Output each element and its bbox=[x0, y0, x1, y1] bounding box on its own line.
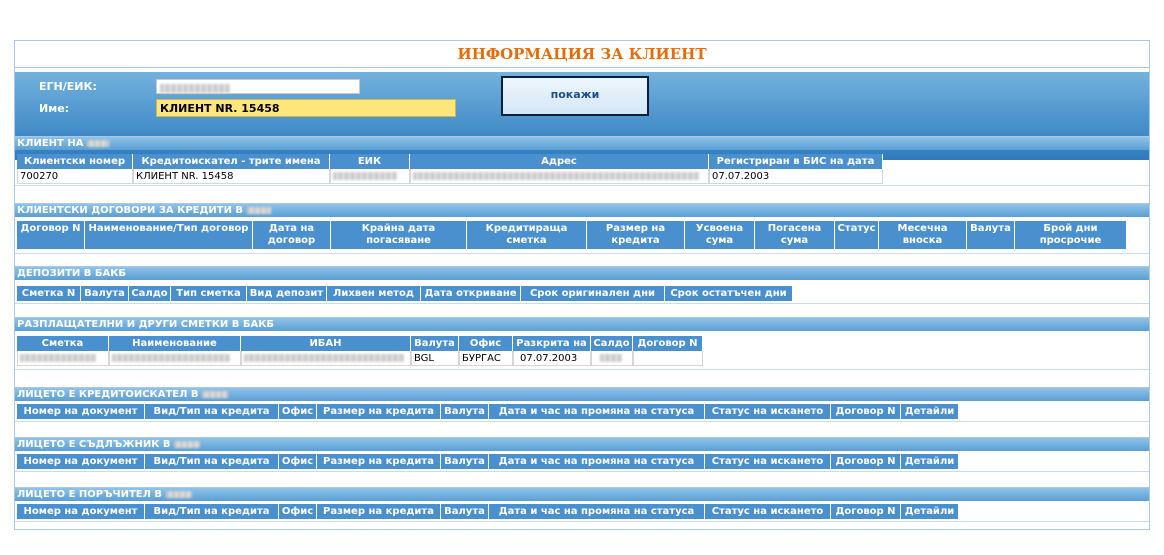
col-name: Наименование bbox=[109, 336, 241, 351]
col-office: Офис bbox=[279, 454, 317, 469]
redacted-account-name bbox=[112, 354, 230, 362]
col-absorbed-sum: Усвоена сума bbox=[685, 221, 755, 249]
deposits-table-header bbox=[17, 286, 793, 301]
col-contract-number: Договор N bbox=[17, 221, 85, 249]
name-label: Име: bbox=[39, 102, 70, 115]
col-office: Офис bbox=[459, 336, 513, 351]
guarantor-section-title: ЛИЦЕТО Е ПОРЪЧИТЕЛ В bbox=[17, 489, 163, 500]
col-contract-number: Договор N bbox=[831, 454, 901, 469]
bis-date: 07.07.2003 bbox=[709, 169, 883, 184]
debtor-section bbox=[15, 437, 1149, 451]
iban-value bbox=[241, 351, 411, 366]
table-row bbox=[17, 169, 883, 184]
office-value: БУРГАС bbox=[459, 351, 513, 366]
col-contract-number: Договор N bbox=[831, 404, 901, 419]
col-details: Детайли bbox=[901, 504, 959, 519]
divider bbox=[15, 421, 1149, 422]
redacted-bank bbox=[202, 391, 228, 398]
col-applicant-name: Кредитоискател - трите имена bbox=[133, 154, 330, 169]
egn-input[interactable] bbox=[156, 79, 360, 94]
col-credit-amount: Размер на кредита bbox=[317, 454, 441, 469]
col-office: Офис bbox=[279, 504, 317, 519]
col-account-number: Сметка N bbox=[17, 286, 81, 301]
currency-value: BGL bbox=[411, 351, 459, 366]
redacted-bank bbox=[247, 207, 271, 214]
col-contract-type: Наименование/Тип договор bbox=[85, 221, 253, 249]
col-interest-method: Лихвен метод bbox=[327, 286, 421, 301]
col-account: Сметка bbox=[17, 336, 109, 351]
col-monthly-installment: Месечна вноска bbox=[879, 221, 967, 249]
col-contract-date: Дата на договор bbox=[253, 221, 331, 249]
col-account-type: Тип сметка bbox=[171, 286, 247, 301]
col-status-change-date: Дата и час на промяна на статуса bbox=[489, 404, 705, 419]
table-row bbox=[17, 351, 703, 366]
col-credit-amount: Размер на кредита bbox=[317, 404, 441, 419]
col-status-change-date: Дата и час на промяна на статуса bbox=[489, 504, 705, 519]
col-request-status: Статус на искането bbox=[705, 454, 831, 469]
divider bbox=[15, 185, 1149, 186]
client-section-header bbox=[15, 136, 1149, 150]
contracts-section-title: КЛИЕНТСКИ ДОГОВОРИ ЗА КРЕДИТИ В bbox=[17, 205, 244, 216]
applicant-name: КЛИЕНТ NR. 15458 bbox=[133, 169, 330, 184]
col-balance: Салдо bbox=[129, 286, 171, 301]
col-currency: Валута bbox=[967, 221, 1015, 249]
col-opened-on: Разкрита на bbox=[513, 336, 591, 351]
client-table-header bbox=[17, 154, 883, 169]
redacted-bank bbox=[174, 441, 200, 448]
col-currency: Валута bbox=[411, 336, 459, 351]
contracts-table-header bbox=[17, 221, 1127, 249]
col-credit-type: Вид/Тип на кредита bbox=[145, 504, 279, 519]
col-credit-type: Вид/Тип на кредита bbox=[145, 454, 279, 469]
col-balance: Салдо bbox=[591, 336, 633, 351]
redacted-balance bbox=[600, 354, 622, 362]
accounts-table-header bbox=[17, 336, 703, 351]
deposits-section-header: ДЕПОЗИТИ В БАКБ bbox=[15, 266, 1149, 280]
redacted-eik bbox=[333, 172, 397, 180]
name-input[interactable]: КЛИЕНТ NR. 15458 bbox=[156, 99, 456, 117]
opened-on-value: 07.07.2003 bbox=[513, 351, 591, 366]
accounts-section bbox=[15, 317, 1149, 331]
divider bbox=[15, 369, 1149, 370]
client-section bbox=[15, 136, 1149, 150]
guarantor-section-header bbox=[15, 487, 1149, 501]
applicant-table-header bbox=[17, 404, 959, 419]
col-credit-amount: Размер на кредита bbox=[587, 221, 685, 249]
col-credit-type: Вид/Тип на кредита bbox=[145, 404, 279, 419]
show-button[interactable]: покажи bbox=[501, 76, 649, 116]
redacted-address bbox=[413, 172, 699, 180]
guarantor-section bbox=[15, 487, 1149, 501]
debtor-section-title: ЛИЦЕТО Е СЪДЛЪЖНИК В bbox=[17, 439, 171, 450]
col-repaid-sum: Погасена сума bbox=[755, 221, 835, 249]
client-section-title: КЛИЕНТ НА bbox=[17, 138, 84, 149]
col-end-date: Крайна дата погасяване bbox=[331, 221, 467, 249]
col-remaining-term: Срок остатъчен дни bbox=[665, 286, 793, 301]
redacted-bank bbox=[87, 140, 109, 147]
divider bbox=[15, 253, 1149, 254]
col-status-change-date: Дата и час на промяна на статуса bbox=[489, 454, 705, 469]
col-currency: Валута bbox=[441, 504, 489, 519]
deposits-section bbox=[15, 266, 1149, 280]
egn-label: ЕГН/ЕИК: bbox=[39, 80, 97, 93]
contract-number-value bbox=[633, 351, 703, 366]
col-currency: Валута bbox=[441, 404, 489, 419]
page-title: ИНФОРМАЦИЯ ЗА КЛИЕНТ bbox=[15, 41, 1149, 68]
redacted-egn bbox=[160, 84, 230, 93]
applicant-section-title: ЛИЦЕТО Е КРЕДИТОИСКАТЕЛ В bbox=[17, 389, 199, 400]
col-details: Детайли bbox=[901, 404, 959, 419]
contracts-section bbox=[15, 203, 1149, 217]
col-request-status: Статус на искането bbox=[705, 504, 831, 519]
redacted-iban bbox=[244, 354, 404, 362]
col-contract-number: Договор N bbox=[633, 336, 703, 351]
debtor-section-header bbox=[15, 437, 1149, 451]
col-eik: ЕИК bbox=[330, 154, 410, 169]
col-office: Офис bbox=[279, 404, 317, 419]
col-bis-date: Регистриран в БИС на дата bbox=[709, 154, 883, 169]
col-currency: Валута bbox=[81, 286, 129, 301]
col-original-term: Срок оригинален дни bbox=[521, 286, 665, 301]
accounts-section-header: РАЗПЛАЩАТЕЛНИ И ДРУГИ СМЕТКИ В БАКБ bbox=[15, 317, 1149, 331]
divider bbox=[15, 521, 1149, 522]
col-details: Детайли bbox=[901, 454, 959, 469]
client-info-panel bbox=[14, 40, 1150, 530]
col-iban: ИБАН bbox=[241, 336, 411, 351]
client-number: 700270 bbox=[17, 169, 133, 184]
divider bbox=[15, 303, 1149, 304]
guarantor-table-header bbox=[17, 504, 959, 519]
col-request-status: Статус на искането bbox=[705, 404, 831, 419]
balance-value bbox=[591, 351, 633, 366]
redacted-bank bbox=[166, 491, 192, 498]
eik-value bbox=[330, 169, 410, 184]
redacted-account bbox=[20, 354, 96, 362]
col-deposit-type: Вид депозит bbox=[247, 286, 327, 301]
col-address: Адрес bbox=[410, 154, 709, 169]
account-value bbox=[17, 351, 109, 366]
col-contract-number: Договор N bbox=[831, 504, 901, 519]
divider bbox=[15, 471, 1149, 472]
col-status: Статус bbox=[835, 221, 879, 249]
col-credit-account: Кредитираща сметка bbox=[467, 221, 587, 249]
contracts-section-header bbox=[15, 203, 1149, 217]
col-credit-amount: Размер на кредита bbox=[317, 504, 441, 519]
address-value bbox=[410, 169, 709, 184]
col-open-date: Дата откриване bbox=[421, 286, 521, 301]
debtor-table-header bbox=[17, 454, 959, 469]
col-document-number: Номер на документ bbox=[17, 404, 145, 419]
applicant-section bbox=[15, 387, 1149, 401]
col-document-number: Номер на документ bbox=[17, 504, 145, 519]
col-currency: Валута bbox=[441, 454, 489, 469]
applicant-section-header bbox=[15, 387, 1149, 401]
col-client-number: Клиентски номер bbox=[17, 154, 133, 169]
account-name-value bbox=[109, 351, 241, 366]
col-overdue-days: Брой дни просрочие bbox=[1015, 221, 1127, 249]
col-document-number: Номер на документ bbox=[17, 454, 145, 469]
